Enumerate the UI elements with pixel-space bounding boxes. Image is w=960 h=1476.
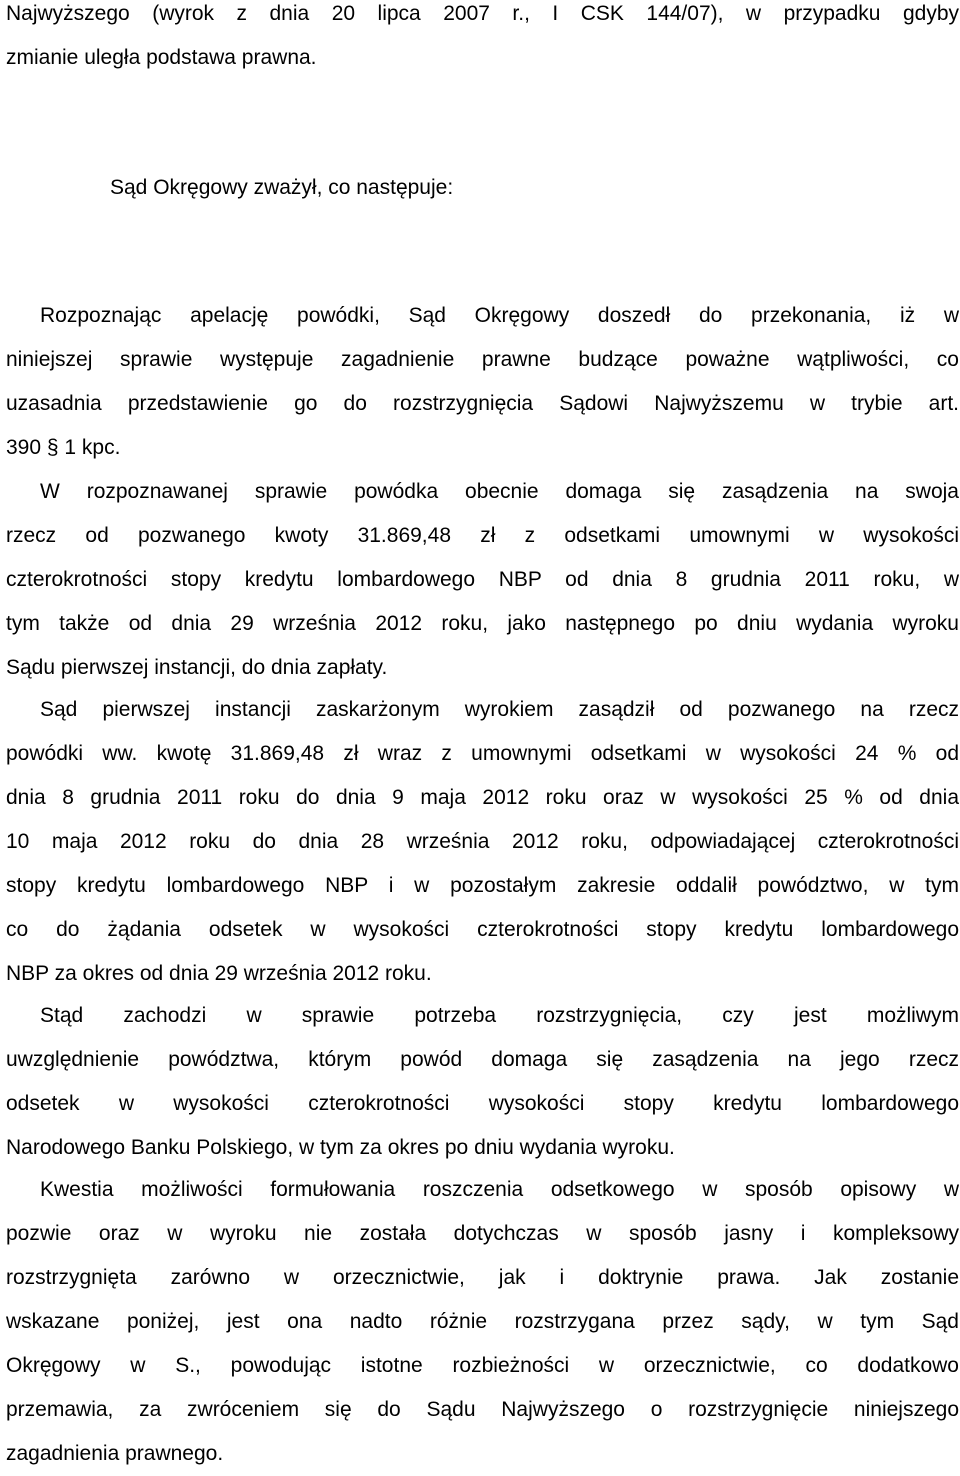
paragraph-5-line-6: przemawia, za zwróceniem się do Sądu Najwyższego o rozstrzygnięcie niniejszego xyxy=(6,1398,959,1421)
paragraph-2-line-2: rzecz od pozwanego kwoty 31.869,48 zł z odsetkami umownymi w wysokości xyxy=(6,524,959,547)
paragraph-3-line-5: stopy kredytu lombardowego NBP i w pozostałym zakresie oddalił powództwo, w tym xyxy=(6,874,959,897)
paragraph-3-line-3: dnia 8 grudnia 2011 roku do dnia 9 maja 2012 roku oraz w wysokości 25 % od dnia xyxy=(6,786,959,809)
paragraph-1-line-4: 390 § 1 kpc. xyxy=(6,436,121,459)
paragraph-5-line-1: Kwestia możliwości formułowania roszczenia odsetkowego w sposób opisowy w xyxy=(40,1178,959,1201)
paragraph-4-line-3: odsetek w wysokości czterokrotności wysokości stopy kredytu lombardowego xyxy=(6,1092,959,1115)
paragraph-1-line-2: niniejszej sprawie występuje zagadnienie prawne budzące poważne wątpliwości, co xyxy=(6,348,959,371)
paragraph-4-line-2: uwzględnienie powództwa, którym powód domaga się zasądzenia na jego rzecz xyxy=(6,1048,959,1071)
paragraph-3 xyxy=(6,688,959,996)
paragraph-3-line-6: co do żądania odsetek w wysokości czterokrotności stopy kredytu lombardowego xyxy=(6,918,959,941)
paragraph-2 xyxy=(6,470,959,690)
paragraph-2-line-4: tym także od dnia 29 września 2012 roku, jako następnego po dniu wydania wyroku xyxy=(6,612,959,635)
paragraph-4-line-4: Narodowego Banku Polskiego, w tym za okres po dniu wydania wyroku. xyxy=(6,1136,675,1159)
paragraph-4 xyxy=(6,994,959,1170)
paragraph-5-line-2: pozwie oraz w wyroku nie została dotychczas w sposób jasny i kompleksowy xyxy=(6,1222,959,1245)
paragraph-4-line-1: Stąd zachodzi w sprawie potrzeba rozstrzygnięcia, czy jest możliwym xyxy=(40,1004,959,1027)
intro-line-1: Najwyższego (wyrok z dnia 20 lipca 2007 r., I CSK 144/07), w przypadku gdyby xyxy=(6,2,959,25)
intro-line-2: zmianie uległa podstawa prawna. xyxy=(6,46,317,69)
paragraph-3-line-4: 10 maja 2012 roku do dnia 28 września 2012 roku, odpowiadającej czterokrotności xyxy=(6,830,959,853)
paragraph-1-line-1: Rozpoznając apelację powódki, Sąd Okręgowy doszedł do przekonania, iż w xyxy=(40,304,959,327)
document-page xyxy=(6,0,959,80)
paragraph-5-line-7: zagadnienia prawnego. xyxy=(6,1442,224,1465)
paragraph-5-line-3: rozstrzygnięta zarówno w orzecznictwie, jak i doktrynie prawa. Jak zostanie xyxy=(6,1266,959,1289)
paragraph-5-line-5: Okręgowy w S., powodując istotne rozbieżności w orzecznictwie, co dodatkowo xyxy=(6,1354,959,1377)
section-heading: Sąd Okręgowy zważył, co następuje: xyxy=(110,176,454,199)
paragraph-1-line-3: uzasadnia przedstawienie go do rozstrzygnięcia Sądowi Najwyższemu w trybie art. xyxy=(6,392,959,415)
paragraph-3-line-2: powódki ww. kwotę 31.869,48 zł wraz z umownymi odsetkami w wysokości 24 % od xyxy=(6,742,959,765)
paragraph-2-line-5: Sądu pierwszej instancji, do dnia zapłaty. xyxy=(6,656,388,679)
paragraph-5-line-4: wskazane poniżej, jest ona nadto różnie rozstrzygana przez sądy, w tym Sąd xyxy=(6,1310,959,1333)
paragraph-2-line-1: W rozpoznawanej sprawie powódka obecnie domaga się zasądzenia na swoja xyxy=(40,480,959,503)
paragraph-2-line-3: czterokrotności stopy kredytu lombardowego NBP od dnia 8 grudnia 2011 roku, w xyxy=(6,568,959,591)
paragraph-1 xyxy=(6,294,959,470)
paragraph-3-line-7: NBP za okres od dnia 29 września 2012 roku. xyxy=(6,962,432,985)
paragraph-3-line-1: Sąd pierwszej instancji zaskarżonym wyrokiem zasądził od pozwanego na rzecz xyxy=(40,698,959,721)
paragraph-5 xyxy=(6,1168,959,1476)
